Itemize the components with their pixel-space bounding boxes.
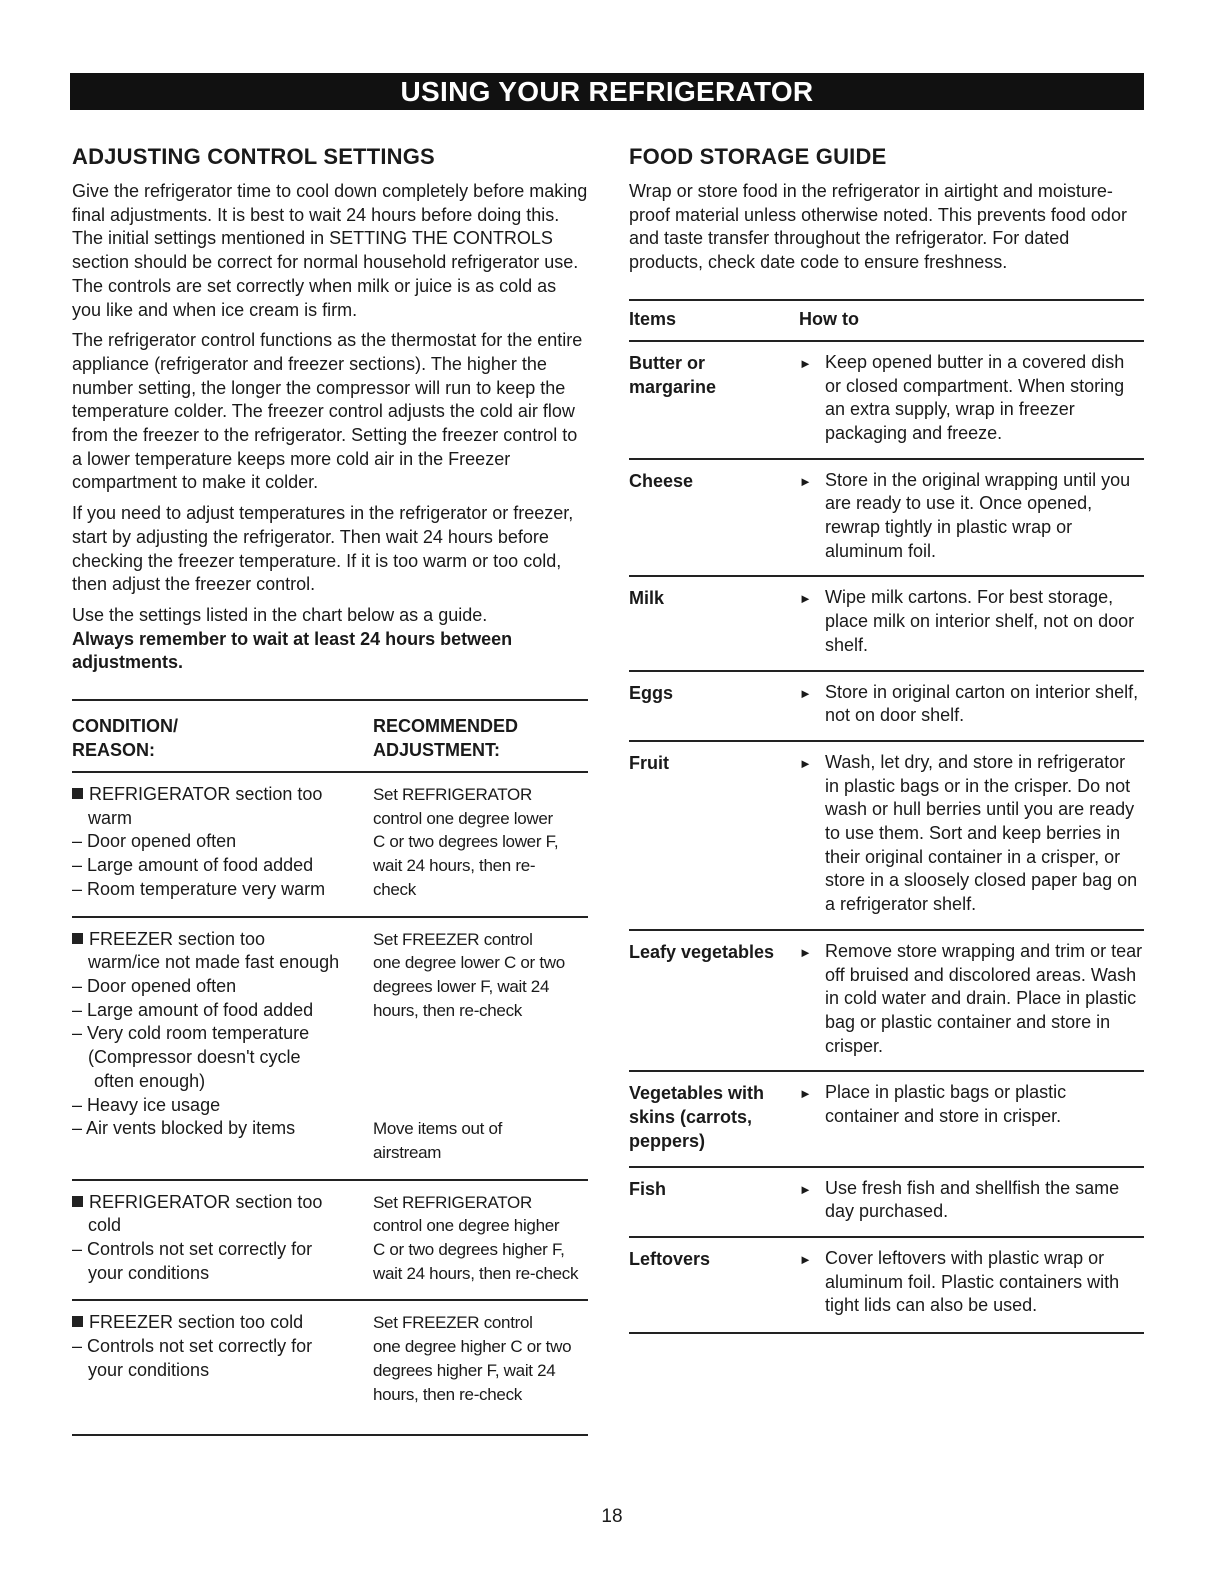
reason: – Large amount of food added (72, 855, 314, 876)
reason: – Heavy ice usage (72, 1094, 221, 1115)
table-row (629, 931, 1144, 1073)
item-name: Butter or margarine (629, 352, 717, 397)
arrow-bullet-icon: ► (799, 1251, 812, 1267)
howto-text: Store in the original wrapping until you are ready to use it. Once opened, rewrap tightly in plastic wrap or aluminum foil. (825, 469, 1131, 561)
table-row (629, 1072, 1144, 1167)
table-row (629, 672, 1144, 742)
adjustment-line: Set REFRIGERATOR (373, 1192, 532, 1212)
arrow-bullet-icon: ► (799, 355, 812, 371)
condition-title: FREEZER section too (89, 928, 266, 949)
guide-text: Use the settings listed in the chart below as a guide. (72, 604, 488, 625)
paragraph: If you need to adjust temperatures in the refrigerator or freezer, start by adjusting the refrigerator. Then wait 24 hours before checking the freezer temperature. If it is too warm or too cold, then adjust the freezer control. (72, 503, 574, 595)
arrow-bullet-icon: ► (799, 1086, 812, 1102)
food-storage-section (629, 144, 1144, 1334)
square-bullet-icon (72, 933, 83, 944)
adjustment-table (72, 699, 588, 1436)
table-row (629, 742, 1144, 931)
howto-text: Use fresh fish and shellfish the same day purchased. (825, 1177, 1120, 1222)
section-heading: FOOD STORAGE GUIDE (629, 144, 887, 169)
adjustment-line: C or two degrees higher F, (373, 1240, 565, 1259)
howto-text: Wipe milk cartons. For best storage, place milk on interior shelf, not on door shelf. (825, 587, 1135, 655)
reason: – Large amount of food added (72, 999, 314, 1020)
adjustment-line: control one degree lower (373, 808, 553, 828)
reason: – Door opened often (72, 975, 237, 996)
adjustment-line: one degree lower C or two (373, 953, 565, 973)
item-name: Eggs (629, 682, 674, 703)
food-storage-table (629, 299, 1144, 1334)
item-name: Cheese (629, 470, 694, 491)
condition-title: FREEZER section too cold (89, 1312, 304, 1333)
table-header (72, 701, 588, 773)
adjustment-line: hours, then re-check (373, 1384, 522, 1404)
howto-text: Store in original carton on interior shelf, not on door shelf. (825, 681, 1139, 726)
table-row (72, 773, 588, 918)
adjustment-line: wait 24 hours, then re- (373, 856, 536, 876)
header-condition: CONDITION/ (72, 716, 178, 737)
table-row (629, 577, 1144, 671)
paragraph: The refrigerator control functions as the thermostat for the entire appliance (refrigerator and freezer sections). The higher the number setting, the longer the compressor will run to keep the temperature colder. The freezer control adjusts the cold air flow from the freezer to the refrigerator. Setting the freezer control to a lower temperature keeps more cold air in the Freezer compartment to make it colder. (72, 330, 583, 493)
arrow-bullet-icon: ► (799, 1181, 812, 1197)
item-name: Fruit (629, 752, 669, 773)
condition-title: REFRIGERATOR section too (89, 784, 323, 805)
condition-title-cont: warm (88, 807, 132, 828)
intro-paragraph: Wrap or store food in the refrigerator in airtight and moisture-proof material unless otherwise noted. This prevents food odor and taste transfer throughout the refrigerator. For dated products, check date code to ensure freshness. (629, 181, 1127, 273)
adjustment-line: degrees higher F, wait 24 (373, 1360, 556, 1380)
reason: – Very cold room temperature (72, 1023, 310, 1044)
reason: – Controls not set correctly for (72, 1239, 313, 1259)
adjustment-line: check (373, 879, 416, 899)
table-row (72, 1181, 588, 1302)
howto-text: Remove store wrapping and trim or tear off bruised and discolored areas. Wash in cold water and drain. Place in plastic bag or plastic container and store in crisper. (825, 940, 1143, 1056)
adjustment-line: airstream (373, 1142, 442, 1162)
paragraph: Give the refrigerator time to cool down completely before making final adjustments. It is best to wait 24 hours before doing this. The initial settings mentioned in SETTING THE CONTROLS section should be correct for normal household refrigerator use. The controls are set correctly when milk or juice is as cold as you like and when ice cream is firm. (72, 181, 588, 320)
table-row (72, 1301, 588, 1436)
howto-text: Cover leftovers with plastic wrap or aluminum foil. Plastic containers with tight lids can also be used. (825, 1247, 1120, 1316)
howto-text: Place in plastic bags or plastic container and store in crisper. (825, 1082, 1067, 1127)
reason: often enough) (94, 1070, 206, 1091)
square-bullet-icon (72, 1196, 83, 1207)
reason: (Compressor doesn't cycle (88, 1047, 301, 1068)
table-row (629, 460, 1144, 578)
reason: your conditions (88, 1359, 210, 1380)
bold-note: Always remember to wait at least 24 hours between adjustments. (72, 628, 513, 673)
reason: – Air vents blocked by items (72, 1118, 296, 1139)
header-howto: How to (799, 308, 859, 329)
item-name: Milk (629, 588, 665, 609)
item-name: Leftovers (629, 1248, 711, 1269)
adjustment-line: one degree higher C or two (373, 1337, 572, 1357)
adjusting-controls-section (72, 144, 588, 1436)
table-row (629, 1238, 1144, 1334)
adjustment-line: Set FREEZER control (373, 929, 533, 949)
table-row (629, 342, 1144, 460)
header-items: Items (629, 308, 677, 329)
page-banner: USING YOUR REFRIGERATOR (70, 73, 1144, 110)
item-name: Vegetables with skins (carrots, peppers) (629, 1083, 765, 1151)
condition-title: REFRIGERATOR section too (89, 1191, 323, 1212)
adjustment-line: hours, then re-check (373, 1000, 522, 1020)
adjustment-line: Set REFRIGERATOR (373, 785, 532, 805)
adjustment-line: Set FREEZER control (373, 1313, 533, 1333)
table-row (72, 918, 588, 1181)
adjustment-line: control one degree higher (373, 1216, 560, 1236)
reason: – Controls not set correctly for (72, 1336, 313, 1357)
arrow-bullet-icon: ► (799, 473, 812, 489)
reason: your conditions (88, 1262, 210, 1283)
item-name: Leafy vegetables (629, 941, 775, 962)
arrow-bullet-icon: ► (799, 685, 812, 701)
reason: – Door opened often (72, 831, 237, 852)
adjustment-line: wait 24 hours, then re-check (373, 1263, 579, 1283)
condition-title-cont: warm/ice not made fast enough (88, 952, 340, 973)
adjustment-line: Move items out of (373, 1119, 503, 1139)
square-bullet-icon (72, 1316, 83, 1327)
section-heading: ADJUSTING CONTROL SETTINGS (72, 144, 435, 169)
table-row (629, 1168, 1144, 1238)
square-bullet-icon (72, 788, 83, 799)
header-adjustment: ADJUSTMENT: (373, 740, 501, 761)
howto-text: Wash, let dry, and store in refrigerator in plastic bags or in the crisper. Do not wash or hull berries until you are ready to use them. Sort and keep berries in their original container in a crisper, or store in a sloosely closed paper bag on a refrigerator shelf. (825, 751, 1138, 915)
condition-title-cont: cold (88, 1215, 122, 1236)
arrow-bullet-icon: ► (799, 944, 812, 960)
header-reason: REASON: (72, 740, 156, 761)
table-header (629, 301, 1144, 342)
adjustment-line: C or two degrees lower F, (373, 832, 559, 852)
howto-text: Keep opened butter in a covered dish or closed compartment. When storing an extra supply, wrap in freezer packaging and freeze. (825, 351, 1125, 443)
arrow-bullet-icon: ► (799, 755, 812, 771)
header-recommended: RECOMMENDED (373, 716, 519, 737)
item-name: Fish (629, 1178, 667, 1199)
adjustment-line: degrees lower F, wait 24 (373, 976, 550, 996)
arrow-bullet-icon: ► (799, 591, 812, 607)
reason: – Room temperature very warm (72, 878, 326, 899)
page-number: 18 (601, 1506, 623, 1527)
